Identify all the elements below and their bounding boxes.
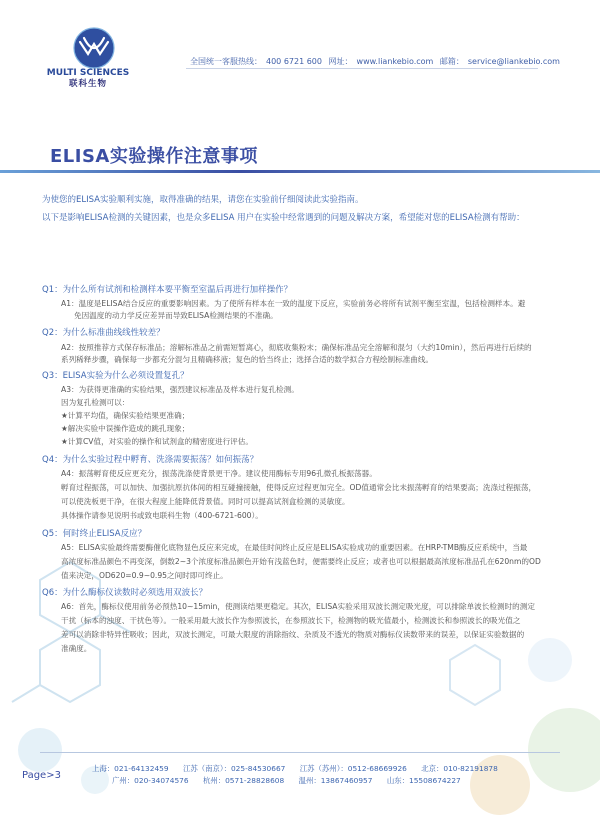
answer-4-line: A4：振荡孵育使反应更充分，振荡洗涤使背景更干净。建议使用酶标专用96孔微孔板振荡器。: [61, 469, 377, 478]
website-label: 网址：: [328, 57, 353, 66]
website-link[interactable]: www.liankebio.com: [356, 57, 434, 66]
answer-1-line: A1：温度是ELISA结合反应的重要影响因素。为了使所有样本在一致的温度下反应，实验前务必将所有试剂平衡至室温，包括检测样本。避: [61, 299, 526, 308]
answer-6-line: 差可以消除非特异性吸收；因此，双波长测定，可最大限度的消除指纹、杂质及不透光的物质对酶标仪读数带来的误差，以保证实验数据的: [61, 630, 525, 639]
answer-4-line: 具体操作请参见说明书或致电联科生物（400-6721-600）。: [61, 511, 263, 520]
hotline-label: 全国统一客服热线：: [190, 57, 262, 66]
office-contact: 江苏（南京）：025-84530667: [182, 764, 286, 773]
brand-name-en: MULTI SCIENCES: [46, 68, 130, 78]
office-contacts: [92, 763, 510, 774]
answer-4-line: 孵育过程振荡，可以加快、加强抗原抗体间的相互碰撞接触，使得反应过程更加完全。OD值通常会比未振荡孵育的结果要高；洗涤过程振荡，: [61, 483, 537, 492]
question-5: Q5：何时终止ELISA反应？: [42, 529, 147, 539]
footer-divider: [40, 752, 560, 753]
email-link[interactable]: service@liankebio.com: [467, 57, 560, 66]
question-4: Q4：为什么实验过程中孵育、洗涤需要振荡？如何振荡？: [42, 455, 259, 465]
office-contact: 上海：021-64132459: [92, 764, 169, 773]
intro-paragraph: 以下是影响ELISA检测的关键因素，也是众多ELISA 用户在实验中经常遇到的问题及解决方案，希望能对您的ELISA检测有帮助：: [42, 213, 525, 223]
email-label: 邮箱：: [439, 57, 464, 66]
answer-2-line: 系列稀释步骤，确保每一步都充分混匀且精确移液；复色的恰当终止；选择合适的数学拟合方程绘制标准曲线。: [61, 355, 434, 364]
office-contact: 广州：020-34074576: [112, 776, 189, 785]
hotline-number: 400 6721 600: [266, 57, 322, 66]
office-contacts: [112, 775, 473, 786]
question-2: Q2：为什么标准曲线线性较差？: [42, 328, 165, 338]
office-contact: 山东：15508674227: [386, 776, 461, 785]
answer-3-bullet: ★计算平均值，确保实验结果更准确；: [61, 411, 190, 420]
brand-name: [42, 68, 134, 90]
contact-info: [190, 56, 564, 67]
page-title: ELISA实验操作注意事项: [50, 146, 258, 167]
answer-3-line: 因为复孔检测可以：: [61, 398, 130, 407]
office-contact: 江苏（苏州）：0512-68669926: [299, 764, 407, 773]
question-6: Q6：为什么酶标仪读数时必须选用双波长？: [42, 588, 208, 598]
answer-6-line: A6：首先，酶标仪使用前务必预热10~15min，使测读结果更稳定。其次，ELISA实验采用双波长测定吸光度，可以排除单波长检测时的测定: [61, 602, 535, 611]
page-number: Page>3: [22, 770, 61, 781]
question-3: Q3：ELISA实验为什么必须设置复孔？: [42, 371, 189, 381]
answer-4-line: 可以使洗板更干净，在很大程度上能降低背景值。同时可以提高试剂盒检测的灵敏度。: [61, 497, 350, 506]
answer-5-line: 值来决定，OD620=0.9~0.95之间时即可终止。: [61, 571, 228, 580]
office-contact: 北京：010-82191878: [421, 764, 498, 773]
answer-5-line: 高浓度标准品颜色不再变深，倒数2~3个浓度标准品颜色开始有浅蓝色时，便需要终止反应；或者也可以根据最高浓度标准品孔在620nm的OD: [61, 557, 541, 566]
header-divider: [186, 68, 538, 69]
answer-3-bullet: ★解决实验中误操作造成的跳孔现象；: [61, 424, 190, 433]
question-1: Q1：为什么所有试剂和检测样本要平衡至室温后再进行加样操作？: [42, 285, 293, 295]
answer-3-line: A3：为获得更准确的实验结果，强烈建议标准品及样本进行复孔检测。: [61, 385, 299, 394]
answer-5-line: A5：ELISA实验最终需要酶催化底物显色反应来完成，在最佳时间终止反应是ELISA实验成功的重要因素。在HRP-TMB酶反应系统中，当最: [61, 543, 528, 552]
answer-2-line: A2：按照推荐方式保存标准品；溶解标准品之前需短暂离心，彻底收集粉末；确保标准品完全溶解和混匀（大约10min），然后再进行后续的: [61, 343, 532, 352]
answer-6-line: 准确度。: [61, 644, 92, 653]
brand-name-cn: 联科生物: [68, 79, 107, 89]
title-divider: [0, 170, 600, 173]
intro-paragraph: 为使您的ELISA实验顺利实施，取得准确的结果，请您在实验前仔细阅读此实验指南。: [42, 195, 364, 205]
answer-6-line: 干扰（标本的浊度、干扰色等）。一般采用最大波长作为参照波长，在参照波长下，检测物的吸光值最小，检测波长和参照波长的吸光值之: [61, 616, 521, 625]
office-contact: 杭州：0571-28828608: [202, 776, 285, 785]
answer-3-bullet: ★计算CV值，对实验的操作和试剂盒的精密度进行评估。: [61, 437, 253, 446]
office-contact: 温州：13867460957: [298, 776, 373, 785]
answer-1-line: 免因温度的动力学反应差异而导致ELISA检测结果的不准确。: [74, 311, 278, 320]
